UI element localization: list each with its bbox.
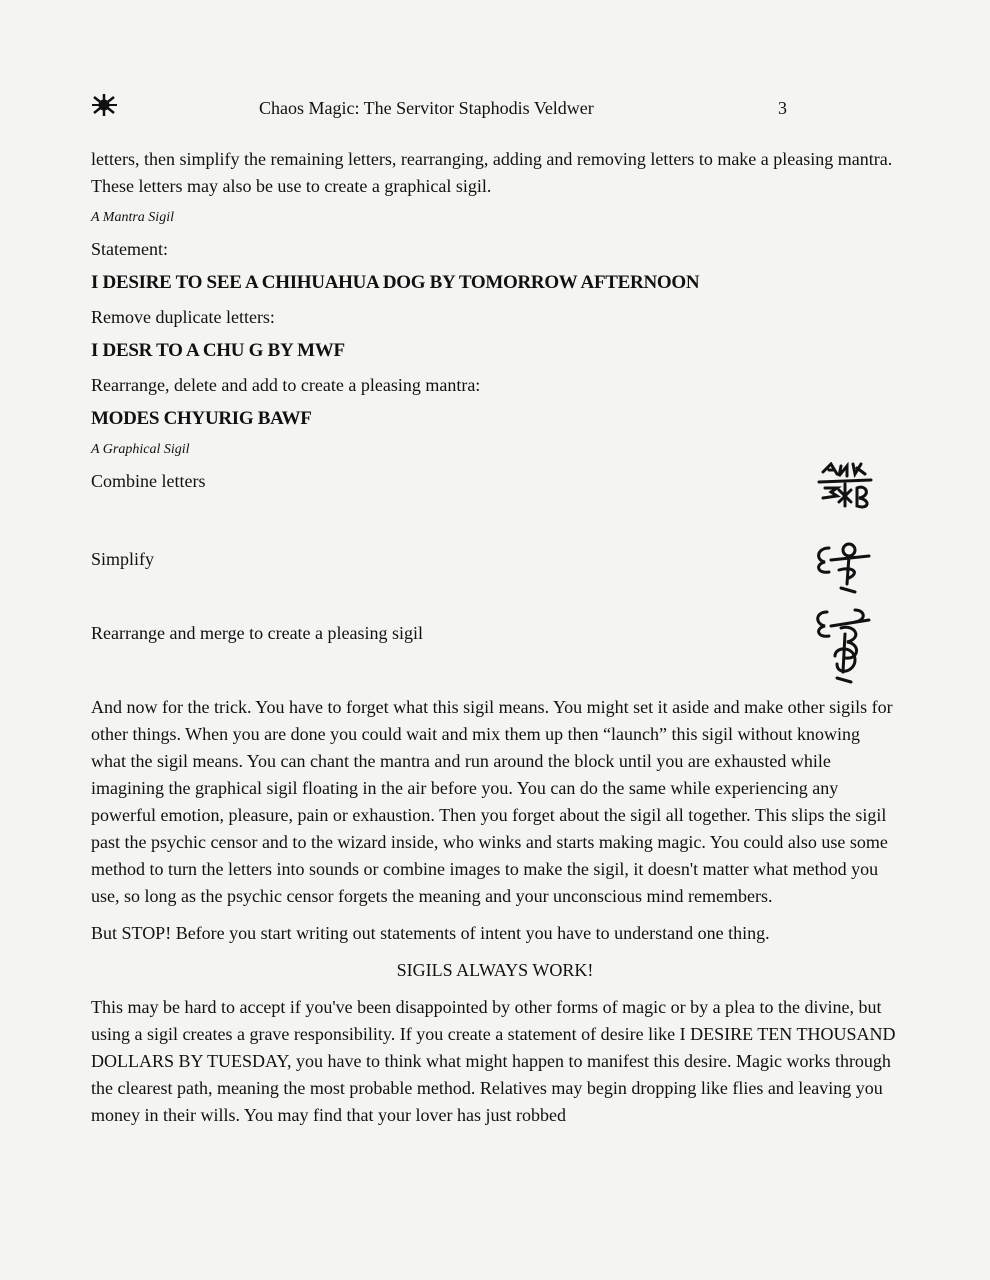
page-body: [91, 146, 899, 1139]
statement-text: I DESIRE TO SEE A CHIHUAHUA DOG BY TOMORROW AFTERNOON: [91, 272, 700, 293]
rearrange-label: Rearrange, delete and add to create a pleasing mantra:: [91, 375, 481, 395]
sigil-steps: [91, 468, 899, 694]
trick-paragraph: And now for the trick. You have to forget what this sigil means. You might set it aside and make other sigils for other things. When you are done you could wait and mix them up then “launch” this sigil without knowing what the sigil means. You can chant the mantra and run around the block until you are exhausted while imagining the graphical sigil floating in the air before you. You can do the same while experiencing any powerful emotion, pleasure, pain or exhaustion. Then you forget about the sigil all together. This slips the sigil past the psychic censor and to the wizard inside, who winks and starts making magic. You could also use some method to turn the letters into sounds or combine images to make the sigil, it doesn't matter what method you use, so long as the psychic censor forgets the meaning and your unconscious mind remembers.: [91, 697, 893, 906]
final-paragraph: This may be hard to accept if you've been disappointed by other forms of magic or by a plea to the divine, but using a sigil creates a grave responsibility. If you create a statement of desire like I DESIRE TEN THOUSAND DOLLARS BY TUESDAY, you have to think what might happen to manifest this desire. Magic works through the clearest path, meaning the most probable method. Relatives may begin dropping like flies and leaving you money in their wills. You may find that your lover has just robbed: [91, 997, 896, 1125]
sigils-always-work-heading: SIGILS ALWAYS WORK!: [396, 960, 594, 980]
mantra-text: MODES CHYURIG BAWF: [91, 408, 312, 429]
splat-icon: [90, 92, 120, 118]
merged-sigil-icon: [811, 606, 883, 686]
combine-letters-label: Combine letters: [91, 471, 206, 491]
simplified-sigil-icon: [811, 540, 881, 602]
remove-duplicates-label: Remove duplicate letters:: [91, 307, 275, 327]
mantra-sigil-heading: A Mantra Sigil: [91, 210, 174, 225]
stop-paragraph: But STOP! Before you start writing out statements of intent you have to understand one thing.: [91, 923, 770, 943]
merge-label: Rearrange and merge to create a pleasing sigil: [91, 623, 424, 643]
page-number: 3: [778, 98, 787, 118]
combined-letters-sigil-icon: [811, 462, 883, 534]
page-header-title: Chaos Magic: The Servitor Staphodis Veldwer: [259, 98, 594, 118]
simplify-label: Simplify: [91, 549, 155, 569]
removed-letters-text: I DESR TO A CHU G BY MWF: [91, 340, 345, 361]
graphical-sigil-heading: A Graphical Sigil: [91, 442, 190, 457]
statement-label: Statement:: [91, 239, 168, 259]
intro-paragraph: letters, then simplify the remaining letters, rearranging, adding and removing letters to make a pleasing mantra. These letters may also be use to create a graphical sigil.: [91, 149, 893, 196]
